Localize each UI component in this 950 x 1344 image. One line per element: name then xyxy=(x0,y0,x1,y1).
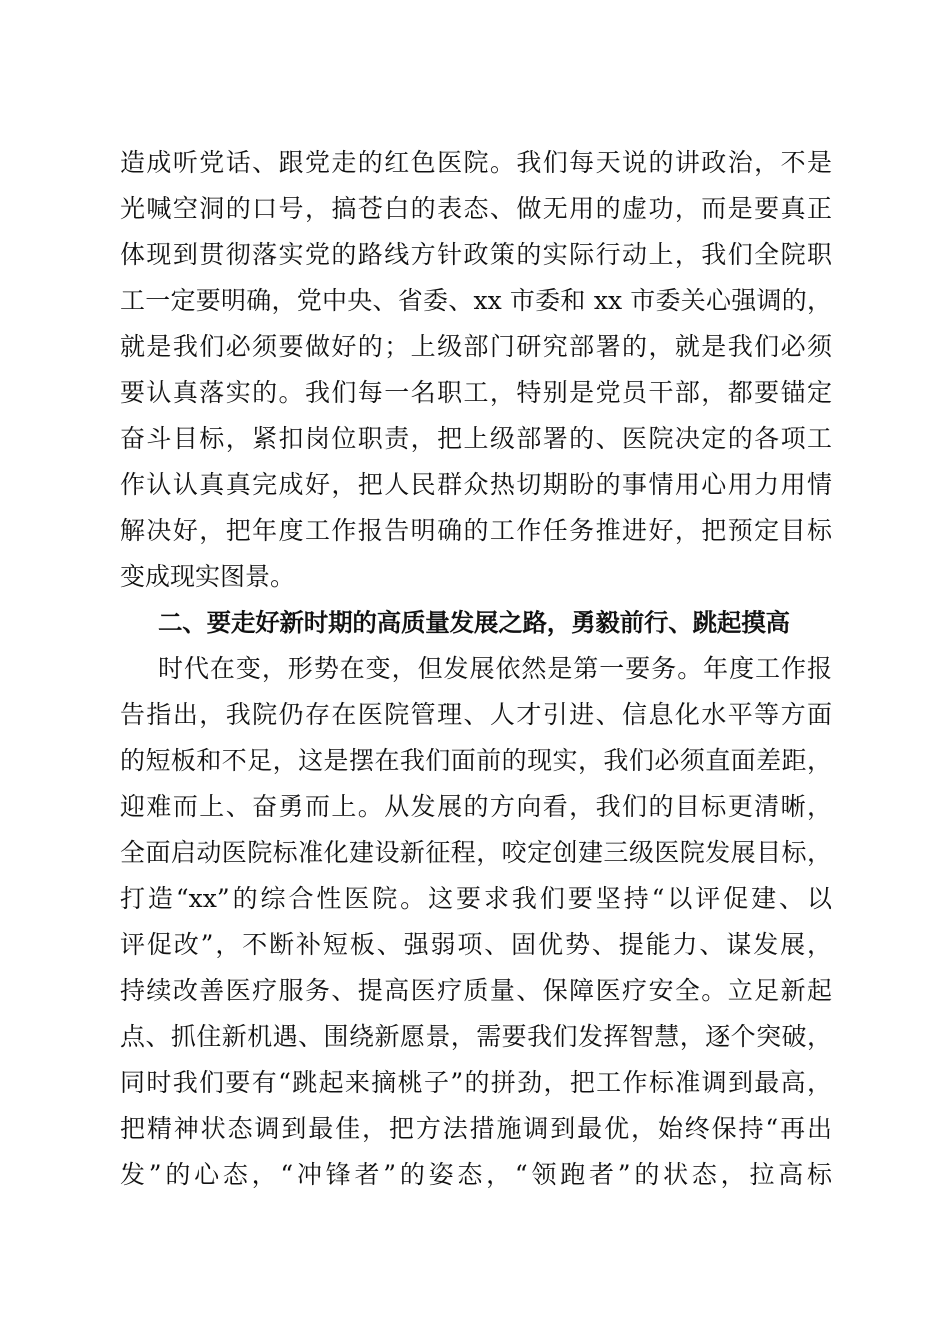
text-line: 点、抓住新机遇、围绕新愿景，需要我们发挥智慧，逐个突破， xyxy=(120,1022,832,1051)
text-line: 变成现实图景。 xyxy=(120,562,296,591)
text-line: 同时我们要有“跳起来摘桃子”的拼劲，把工作标准调到最高， xyxy=(120,1068,832,1097)
text-line: 体现到贯彻落实党的路线方针政策的实际行动上，我们全院职 xyxy=(120,240,832,269)
text-line: 迎难而上、奋勇而上。从发展的方向看，我们的目标更清晰， xyxy=(120,792,832,821)
text-line: 把精神状态调到最佳，把方法措施调到最优，始终保持“再出 xyxy=(120,1114,832,1143)
section-heading: 二、要走好新时期的高质量发展之路，勇毅前行、跳起摸高 xyxy=(158,608,790,637)
text-line: 时代在变，形势在变，但发展依然是第一要务。年度工作报 xyxy=(158,654,832,683)
text-line: 持续改善医疗服务、提高医疗质量、保障医疗安全。立足新起 xyxy=(120,976,832,1005)
text-line: 评促改”，不断补短板、强弱项、固优势、提能力、谋发展， xyxy=(120,930,832,959)
text-line: 告指出，我院仍存在医院管理、人才引进、信息化水平等方面 xyxy=(120,700,832,729)
text-line: 造成听党话、跟党走的红色医院。我们每天说的讲政治，不是 xyxy=(120,148,832,177)
paragraph-2 xyxy=(120,646,832,1198)
text-line: 全面启动医院标准化建设新征程，咬定创建三级医院发展目标， xyxy=(120,838,832,867)
text-line: 就是我们必须要做好的；上级部门研究部署的，就是我们必须 xyxy=(120,332,832,361)
text-line: 解决好，把年度工作报告明确的工作任务推进好，把预定目标 xyxy=(120,516,832,545)
text-line: 工一定要明确，党中央、省委、xx 市委和 xx 市委关心强调的， xyxy=(120,286,832,315)
text-line: 奋斗目标，紧扣岗位职责，把上级部署的、医院决定的各项工 xyxy=(120,424,832,453)
text-line: 作认认真真完成好，把人民群众热切期盼的事情用心用力用情 xyxy=(120,470,832,499)
text-line: 要认真落实的。我们每一名职工，特别是党员干部，都要锚定 xyxy=(120,378,832,407)
text-line: 发”的心态，“冲锋者”的姿态，“领跑者”的状态，拉高标 xyxy=(120,1160,832,1189)
text-line: 打造“xx”的综合性医院。这要求我们要坚持“以评促建、以 xyxy=(120,884,832,913)
paragraph-1 xyxy=(120,140,832,600)
text-line: 光喊空洞的口号，搞苍白的表态、做无用的虚功，而是要真正 xyxy=(120,194,832,223)
text-line: 的短板和不足，这是摆在我们面前的现实，我们必须直面差距， xyxy=(120,746,832,775)
document-body xyxy=(120,140,832,1198)
